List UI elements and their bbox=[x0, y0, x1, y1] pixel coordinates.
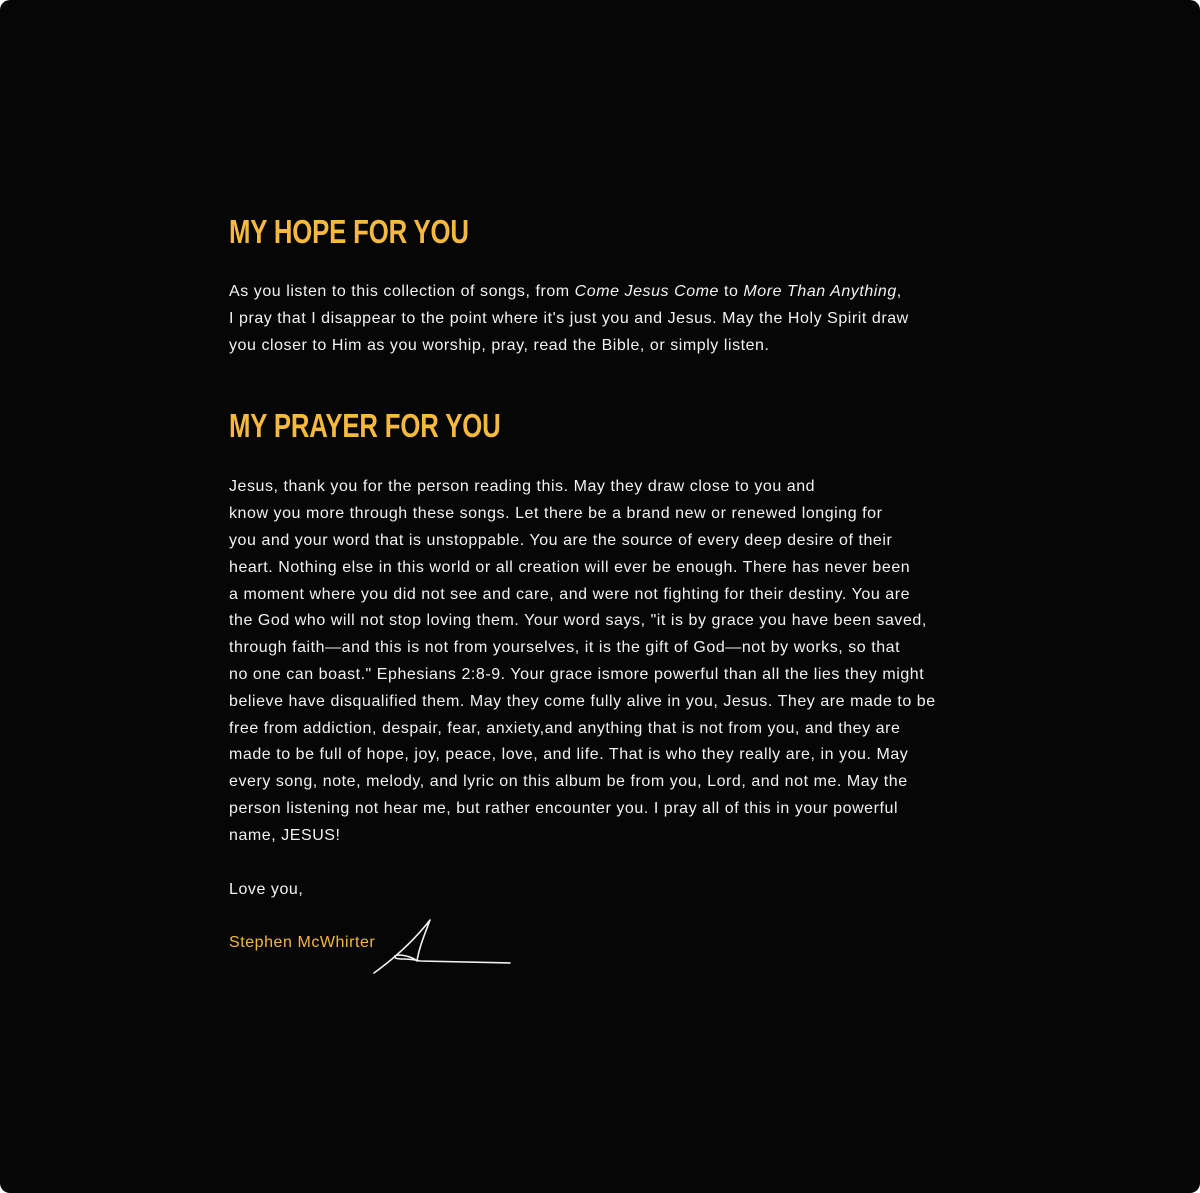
prayer-line: person listening not hear me, but rather encounter you. I pray all of this in your powerful bbox=[229, 799, 899, 817]
prayer-line: free from addiction, despair, fear, anxiety,and anything that is not from you, and they are bbox=[229, 719, 901, 737]
author-name: Stephen McWhirter bbox=[229, 934, 376, 952]
song-title-more-than-anything: More Than Anything bbox=[743, 283, 897, 300]
prayer-line: the God who will not stop loving them. Your word says, "it is by grace you have been saved, bbox=[229, 612, 927, 630]
prayer-line: name, JESUS! bbox=[229, 826, 341, 844]
prayer-line: every song, note, melody, and lyric on this album be from you, Lord, and not me. May the bbox=[229, 773, 908, 791]
prayer-line: no one can boast." Ephesians 2:8-9. Your grace ismore powerful than all the lies they might bbox=[229, 665, 925, 683]
prayer-paragraph bbox=[229, 474, 1029, 849]
hope-line: I pray that I disappear to the point where it's just you and Jesus. May the Holy Spirit draw bbox=[229, 309, 909, 327]
prayer-line: you and your word that is unstoppable. You are the source of every deep desire of their bbox=[229, 531, 893, 549]
prayer-line: a moment where you did not see and care, and were not fighting for their destiny. You are bbox=[229, 585, 911, 603]
prayer-line: believe have disqualified them. May they come fully alive in you, Jesus. They are made to be bbox=[229, 692, 936, 710]
song-title-come-jesus-come: Come Jesus Come bbox=[574, 283, 719, 300]
closing-love: Love you, bbox=[229, 880, 304, 898]
hope-line-prefix: As you listen to this collection of songs, from bbox=[229, 283, 575, 300]
prayer-heading: MY PRAYER FOR YOU bbox=[229, 407, 501, 445]
hope-line bbox=[229, 279, 1029, 306]
prayer-line: heart. Nothing else in this world or all creation will ever be enough. There has never been bbox=[229, 558, 911, 576]
hope-line-middle: to bbox=[718, 283, 744, 300]
letter-content bbox=[229, 210, 1029, 990]
prayer-line: made to be full of hope, joy, peace, love, and life. That is who they really are, in you. May bbox=[229, 746, 909, 764]
hope-paragraph bbox=[229, 279, 1029, 359]
hope-line: you closer to Him as you worship, pray, read the Bible, or simply listen. bbox=[229, 336, 770, 354]
handwritten-signature bbox=[372, 918, 517, 974]
signature-row bbox=[229, 930, 1029, 990]
prayer-line: through faith—and this is not from yourselves, it is the gift of God—not by works, so that bbox=[229, 639, 901, 657]
hope-line-suffix: , bbox=[896, 283, 902, 300]
prayer-line: Jesus, thank you for the person reading this. May they draw close to you and bbox=[229, 478, 816, 496]
prayer-line: know you more through these songs. Let there be a brand new or renewed longing for bbox=[229, 505, 883, 523]
hope-heading: MY HOPE FOR YOU bbox=[229, 213, 469, 250]
